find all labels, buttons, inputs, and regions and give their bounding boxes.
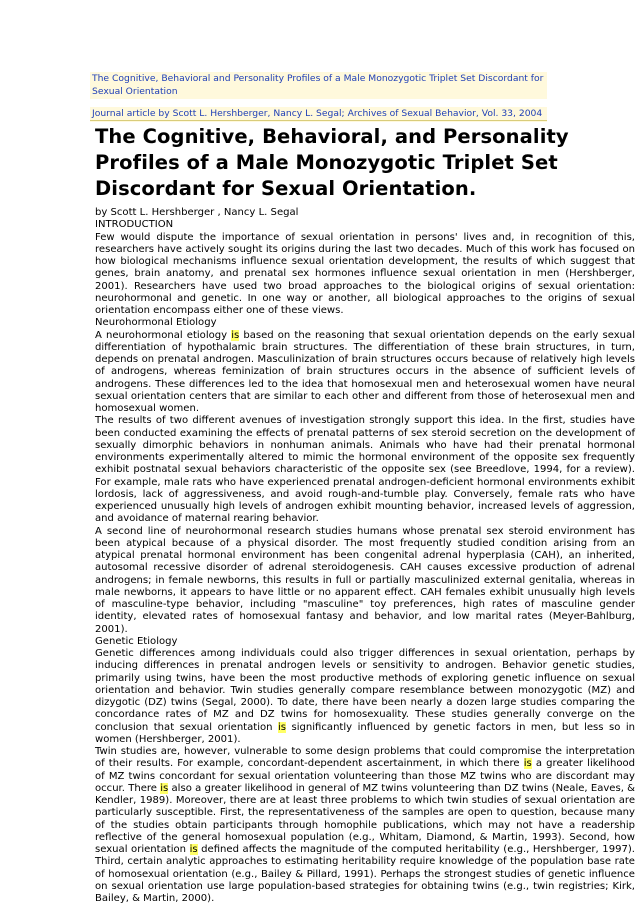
- text-run: based on the reasoning that sexual orientation depends on the early sexual differentiation of hypothalamic brain structures. The differentiation of these brain structures, in turn, depends on prenatal androgen. Masculinization of brain structures occurs because of relatively high levels of androgens, whereas feminization of brain structures occurs in the absence of sufficient levels of androgens. These differences led to the idea that homosexual men and heterosexual women have neural sexual orientation centers that are similar to each other and different from those of heterosexual men and homosexual women.: [95, 329, 635, 414]
- byline: by Scott L. Hershberger , Nancy L. Segal: [95, 207, 299, 218]
- section-heading-genetic: Genetic Etiology: [95, 635, 178, 647]
- paragraph: [95, 746, 635, 905]
- search-highlight: is: [160, 782, 169, 794]
- text-run: a greater likelihood of MZ twins concordant for sexual orientation volunteering than those MZ twins who are discordant may occur. There: [95, 758, 636, 794]
- header-title-link[interactable]: The Cognitive, Behavioral and Personality Profiles of a Male Monozygotic Triplet Set Discordant for Sexual Orientation: [90, 72, 547, 99]
- article-body: [95, 207, 635, 905]
- citation-line: Journal article by Scott L. Hershberger, Nancy L. Segal; Archives of Sexual Behavior, Vol. 33, 2004: [90, 107, 547, 122]
- paragraph: Few would dispute the importance of sexual orientation in persons' lives and, in recognition of this, researchers have actively sought its origins during the last two decades. Much of this work has focused on how biological mechanisms influence sexual orientation development, the results of which suggest that genes, brain anatomy, and prenatal sex hormones influence sexual orientation in men (Hershberger, 2001). Researchers have used two broad approaches to the biological origins of sexual orientation: neurohormonal and genetic. In one way or another, all biological approaches to the origins of sexual orientation encompass either one of these views.: [95, 231, 635, 316]
- paragraph: [95, 648, 635, 746]
- divider: [90, 120, 547, 121]
- search-highlight: is: [523, 758, 532, 770]
- text-run: defined affects the magnitude of the computed heritability (e.g., Hershberger, 1997). Third, certain analytic approaches to estimating heritability require knowledge of the population base rate of homosexual orientation (e.g., Bailey & Pillard, 1991). Perhaps the strongest studies of genetic influence on sexual orientation use large population-based strategies for obtaining twins (e.g., twin registries; Kirk, Bailey, & Martin, 2000).: [95, 844, 635, 904]
- paragraph: A second line of neurohormonal research studies humans whose prenatal sex steroid environment has been atypical because of a physical disorder. The most frequently studied condition arising from an atypical prenatal hormonal environment has been congenital adrenal hyperplasia (CAH), an inherited, autosomal recessive disorder of adrenal steroidogenesis. CAH causes excessive production of adrenal androgens; in female newborns, this results in full or partially masculinized external genitalia, whereas in male newborns, it appears to have little or no apparent effect. CAH females exhibit unusually high levels of masculine-type behavior, including "masculine" toy preferences, high rates of masculine gender identity, elevated rates of homosexual fantasy and behavior, and low marital rates (Meyer-Bahlburg, 2001).: [95, 525, 635, 635]
- text-run: also a greater likelihood in general of MZ twins volunteering than DZ twins (Neale, Eaves, & Kendler, 1989). Moreover, there are at least three problems to which twin studies of sexual orientation are particularly susceptible. First, the representativeness of the samples are open to question, because many of the studies obtain participants through homophile publications, which may not have a readership reflective of the general homosexual population (e.g., Whitam, Diamond, & Martin, 1993). Second, how sexual orientation: [95, 782, 635, 855]
- section-heading-neurohormonal: Neurohormonal Etiology: [95, 317, 217, 329]
- search-highlight: is: [189, 844, 198, 855]
- text-run: Twin studies are, however, vulnerable to some design problems that could compromise the interpretation of their results. For example, concordant-dependent ascertainment, in which there: [95, 746, 635, 770]
- text-run: A neurohormonal etiology: [95, 329, 232, 341]
- text-run: significantly influenced by genetic factors in men, but less so in women (Hershberger, 2001).: [95, 721, 635, 745]
- article-title: The Cognitive, Behavioral, and Personality Profiles of a Male Monozygotic Triplet Set Discordant for Sexual Orientation.: [95, 125, 569, 200]
- paragraph: The results of two different avenues of investigation strongly support this idea. In the first, studies have been conducted examining the effects of prenatal patterns of sex steroid secretion on the development of sexually dimorphic behaviors in nonhuman animals. Animals who have had their prenatal hormonal environments experimentally altered to mimic the hormonal environment of the opposite sex frequently exhibit postnatal sexual behaviors characteristic of the opposite sex (see Breedlove, 1994, for a review). For example, male rats who have experienced prenatal androgen-deficient hormonal environments exhibit lordosis, lack of aggressiveness, and avoid rough-and-tumble play. Conversely, female rats who have experienced unusually high levels of androgen exhibit mounting behavior, increased levels of aggression, and avoidance of maternal rearing behavior.: [95, 415, 635, 525]
- search-highlight: is: [278, 721, 287, 733]
- section-heading-introduction: INTRODUCTION: [95, 219, 174, 231]
- search-highlight: is: [231, 329, 240, 341]
- text-run: Genetic differences among individuals could also trigger differences in sexual orientation, perhaps by inducing differences in prenatal androgen levels or sensitivity to androgen. Behavior genetic studies, primarily using twins, have been the most productive methods of exploring genetic influence on sexual orientation and behavior. Twin studies generally compare resemblance between monozygotic (MZ) and dizygotic (DZ) twins (Segal, 2000). To date, there have been nearly a dozen large studies comparing the concordance rates of MZ and DZ twins for homosexuality. These studies generally converge on the conclusion that sexual orientation: [95, 648, 635, 733]
- paragraph: [95, 330, 635, 416]
